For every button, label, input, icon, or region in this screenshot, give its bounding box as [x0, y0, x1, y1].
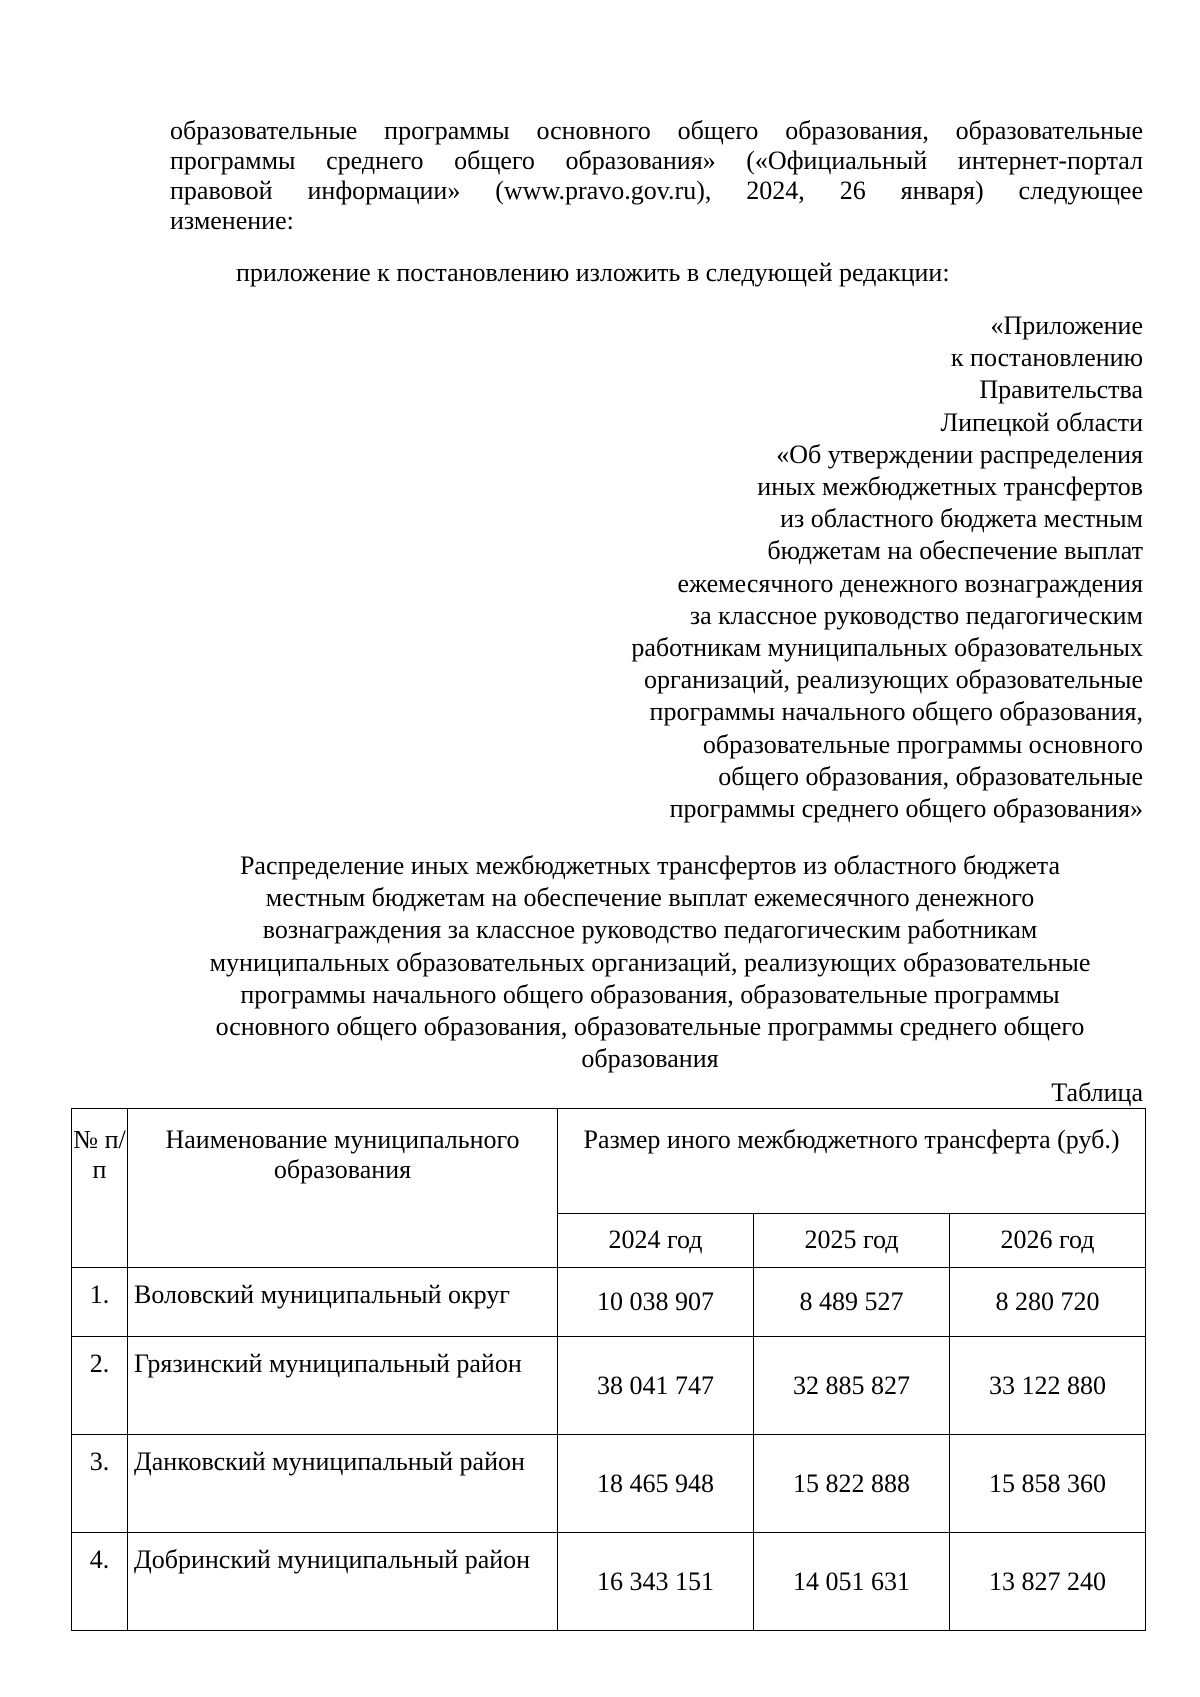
appendix-line: к постановлению — [950, 343, 1143, 373]
title-line: программы начального общего образования, образовательные программы — [240, 979, 1060, 1009]
table-header-row — [72, 1109, 1146, 1214]
row-value: 14 051 631 — [754, 1533, 950, 1631]
row-value: 16 343 151 — [558, 1533, 754, 1631]
row-value: 13 827 240 — [950, 1533, 1146, 1631]
header-num: № п/п — [72, 1109, 128, 1268]
row-name: Добринский муниципальный район — [128, 1533, 558, 1631]
title-line: Распределение иных межбюджетных трансфертов из областного бюджета — [239, 851, 1061, 880]
row-num: 4. — [72, 1533, 128, 1631]
row-value: 32 885 827 — [754, 1337, 950, 1435]
row-value: 18 465 948 — [558, 1435, 754, 1533]
appendix-line: ежемесячного денежного вознаграждения — [677, 568, 1143, 598]
appendix-line: общего образования, образовательные — [718, 761, 1143, 791]
header-name: Наименование муниципального образования — [128, 1109, 558, 1268]
row-name: Грязинский муниципальный район — [128, 1337, 558, 1435]
row-num: 1. — [72, 1268, 128, 1337]
header-year: 2026 год — [950, 1213, 1146, 1267]
table-title — [150, 850, 1150, 1075]
row-value: 8 489 527 — [754, 1268, 950, 1337]
row-value: 15 822 888 — [754, 1435, 950, 1533]
appendix-line: из областного бюджета местным — [780, 504, 1143, 534]
appendix-line: организаций, реализующих образовательные — [643, 665, 1143, 695]
header-year: 2024 год — [558, 1213, 754, 1267]
appendix-line: Правительства — [979, 375, 1143, 405]
intro-line: образовательные программы основного общего образования, образовательные — [170, 116, 1143, 145]
row-value: 10 038 907 — [558, 1268, 754, 1337]
table-row — [72, 1533, 1146, 1631]
appendix-line: иных межбюджетных трансфертов — [757, 472, 1143, 502]
row-num: 3. — [72, 1435, 128, 1533]
instruction-paragraph: приложение к постановлению изложить в следующей редакции: — [236, 258, 950, 287]
title-line: основного общего образования, образовательные программы среднего общего — [215, 1012, 1085, 1042]
row-value: 33 122 880 — [950, 1337, 1146, 1435]
intro-line: программы среднего общего образования» («Официальный интернет-портал — [170, 146, 1143, 175]
table-row — [72, 1268, 1146, 1337]
intro-paragraph — [170, 116, 1143, 236]
appendix-line: программы начального общего образования, — [649, 697, 1143, 727]
table-row — [72, 1435, 1146, 1533]
appendix-line: «Об утверждении распределения — [776, 439, 1143, 469]
appendix-line: Липецкой области — [940, 407, 1143, 437]
appendix-line: за классное руководство педагогическим — [689, 600, 1143, 630]
appendix-line: «Приложение — [990, 311, 1143, 340]
appendix-header — [631, 310, 1143, 825]
appendix-line: программы среднего общего образования» — [669, 794, 1143, 824]
row-value: 38 041 747 — [558, 1337, 754, 1435]
appendix-line: работникам муниципальных образовательных — [631, 633, 1143, 663]
row-name: Воловский муниципальный округ — [128, 1268, 558, 1337]
row-num: 2. — [72, 1337, 128, 1435]
row-value: 8 280 720 — [950, 1268, 1146, 1337]
table-row — [72, 1337, 1146, 1435]
header-size: Размер иного межбюджетного трансферта (руб.) — [558, 1109, 1146, 1214]
appendix-line: образовательные программы основного — [702, 729, 1143, 759]
intro-line: изменение: — [170, 206, 294, 235]
header-year: 2025 год — [754, 1213, 950, 1267]
title-line: муниципальных образовательных организаций, реализующих образовательные — [209, 947, 1091, 977]
intro-line: правовой информации» (www.pravo.gov.ru), 2024, 26 января) следующее — [170, 176, 1143, 205]
title-line: местным бюджетам на обеспечение выплат ежемесячного денежного — [265, 883, 1035, 913]
title-line: вознаграждения за классное руководство педагогическим работникам — [262, 915, 1038, 945]
table-label: Таблица — [1051, 1078, 1143, 1107]
appendix-line: бюджетам на обеспечение выплат — [767, 536, 1143, 566]
title-line: образования — [581, 1044, 719, 1074]
row-name: Данковский муниципальный район — [128, 1435, 558, 1533]
row-value: 15 858 360 — [950, 1435, 1146, 1533]
transfer-table — [71, 1108, 1146, 1631]
